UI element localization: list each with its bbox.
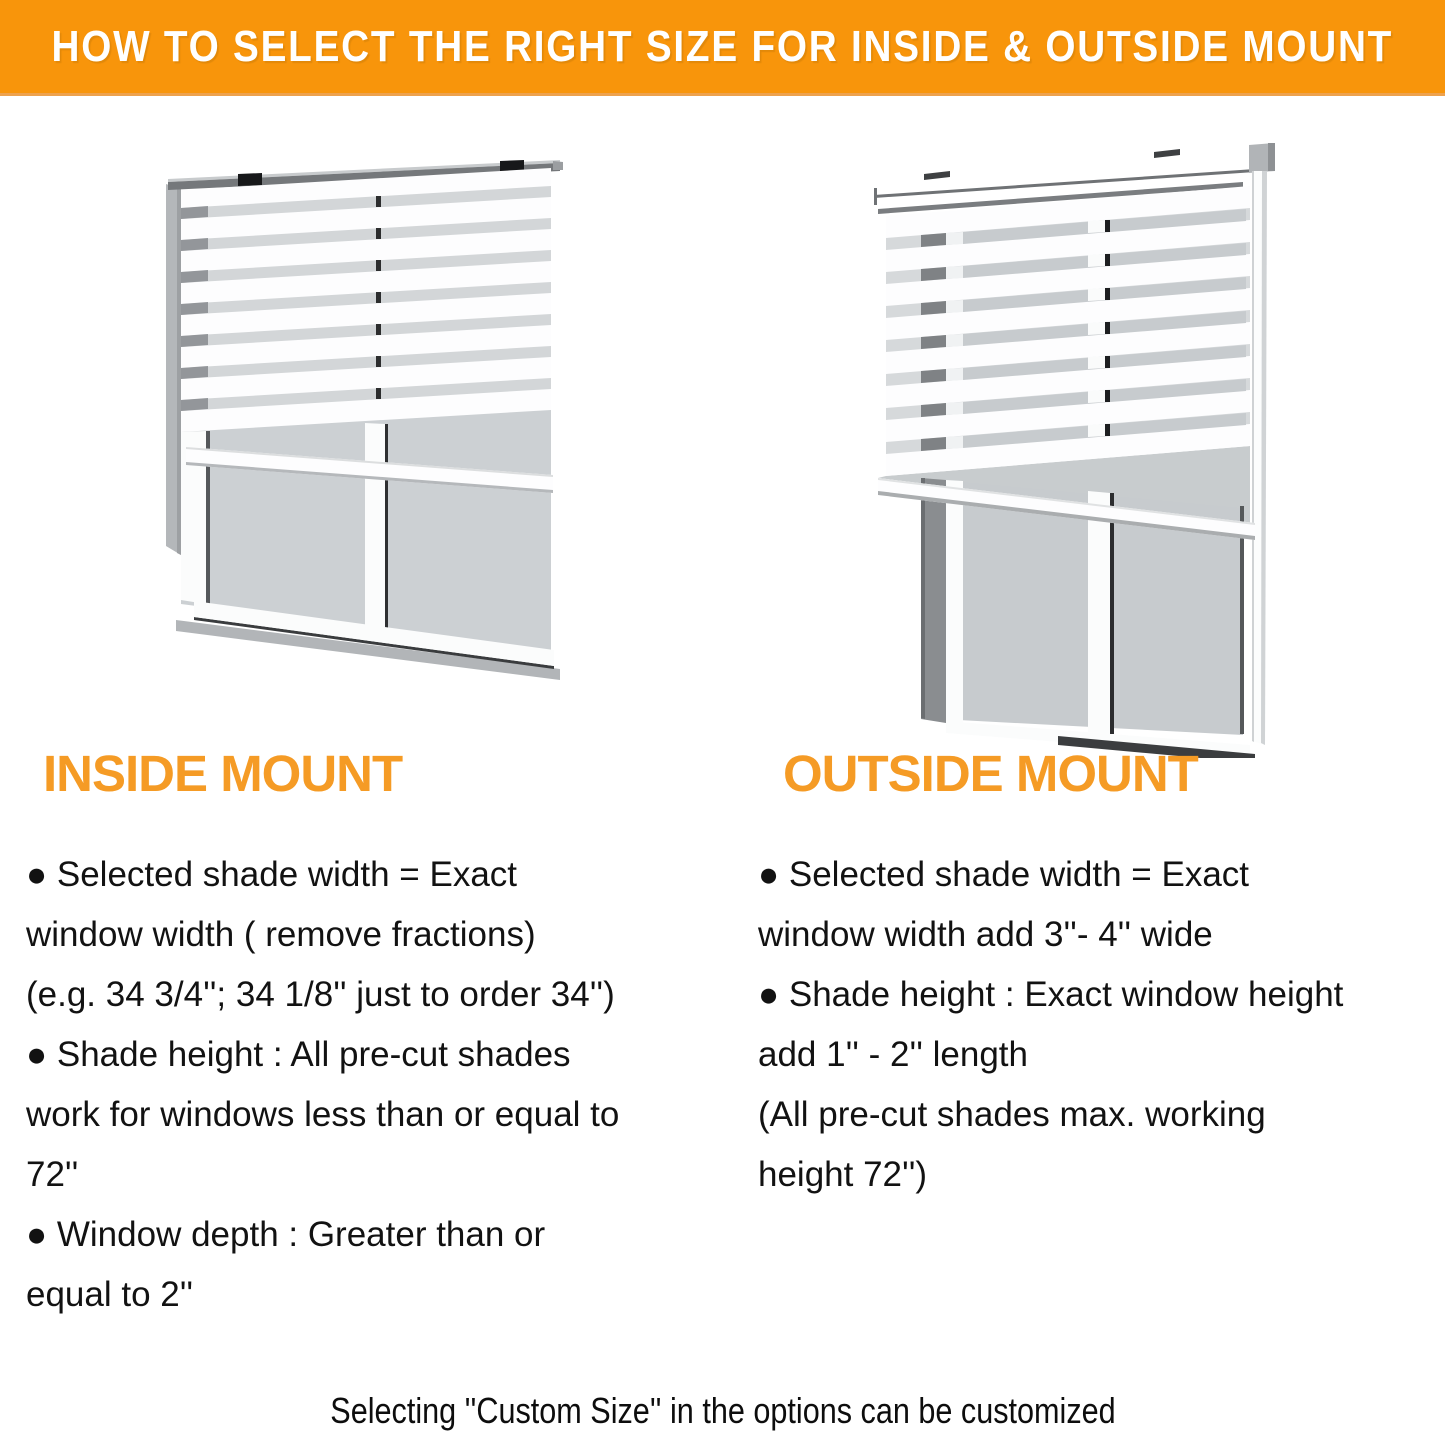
wall-screw-icon	[1154, 149, 1180, 158]
outside-mount-heading: OUTSIDE MOUNT	[783, 745, 1198, 802]
side-rail-board	[1249, 143, 1275, 745]
outside-mount-illustration	[858, 133, 1308, 758]
footer-note-text: Selecting ''Custom Size'' in the options can be customized	[329, 1390, 1116, 1431]
inside-mount-section	[26, 845, 738, 1325]
outside-mount-window-graphic	[858, 133, 1308, 758]
text-line: 72''	[26, 1155, 79, 1194]
header-banner	[0, 0, 1445, 96]
text-line: (All pre-cut shades max. working	[758, 1095, 1266, 1134]
text-line: window width add 3''- 4'' wide	[758, 915, 1213, 954]
page-title: HOW TO SELECT THE RIGHT SIZE FOR INSIDE & OUTSIDE MOUNT	[51, 21, 1394, 71]
wall-screw-icon	[924, 171, 950, 180]
mount-bracket-icon	[238, 173, 262, 186]
inside-mount-heading: INSIDE MOUNT	[43, 745, 403, 802]
bullet-line: ● Selected shade width = Exact	[26, 855, 518, 894]
footer-note	[0, 1390, 1445, 1432]
bullet-line: ● Selected shade width = Exact	[758, 855, 1250, 894]
inside-mount-illustration	[148, 140, 563, 700]
text-line: height 72'')	[758, 1155, 928, 1194]
text-line: equal to 2''	[26, 1275, 194, 1314]
window-left-frame	[166, 184, 181, 555]
text-line: window width ( remove fractions)	[26, 915, 536, 954]
text-line: (e.g. 34 3/4''; 34 1/8'' just to order 34'')	[26, 975, 615, 1014]
bullet-line: ● Shade height : All pre-cut shades	[26, 1035, 571, 1074]
inside-mount-window-graphic	[148, 140, 563, 700]
text-line: add 1'' - 2'' length	[758, 1035, 1028, 1074]
outside-mount-section	[758, 845, 1443, 1205]
bullet-line: ● Shade height : Exact window height	[758, 975, 1344, 1014]
bullet-line: ● Window depth : Greater than or	[26, 1215, 546, 1254]
text-line: work for windows less than or equal to	[26, 1095, 620, 1134]
